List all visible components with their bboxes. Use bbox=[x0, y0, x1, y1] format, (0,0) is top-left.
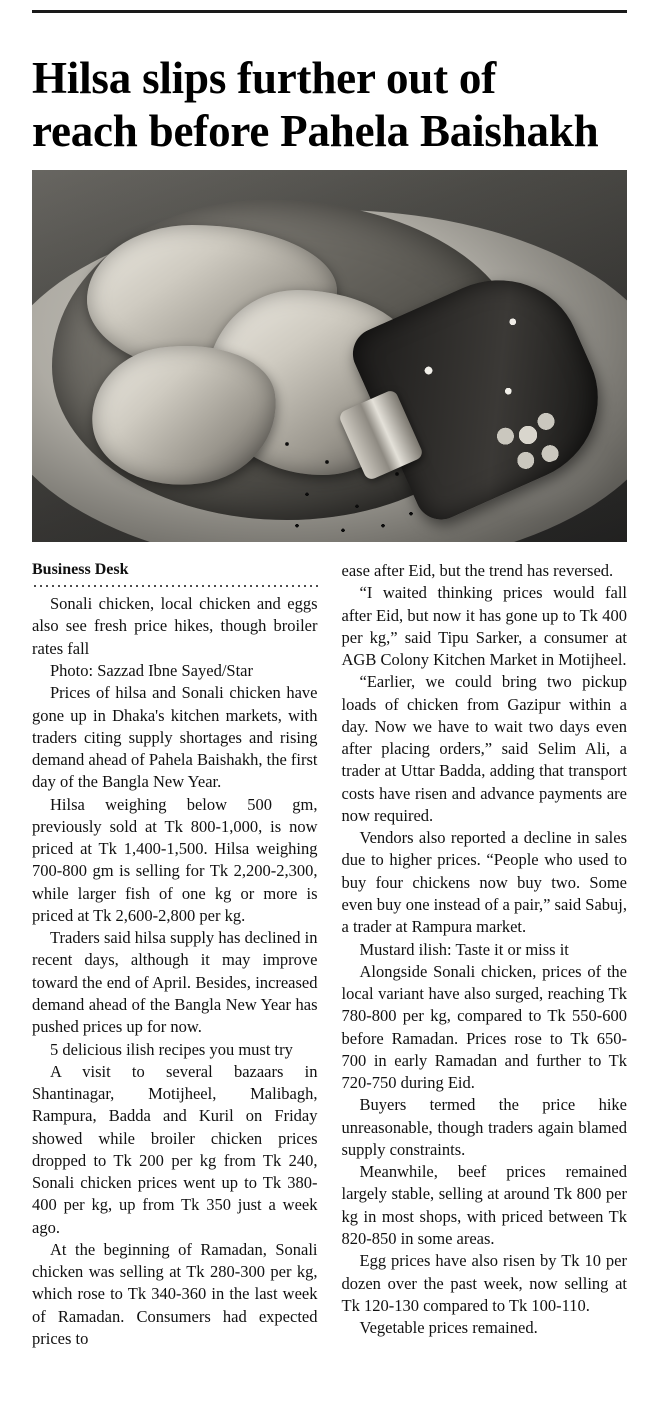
paragraph: Prices of hilsa and Sonali chicken have gone up in Dhaka's kitchen markets, with traders citing supply shortages and rising demand ahead of Pahela Baishakh, the first day of the Bangla New Year. bbox=[32, 683, 318, 792]
paragraph: Alongside Sonali chicken, prices of the local variant have also surged, reaching Tk 780-800 per kg, compared to Tk 550-600 before Ramadan. Prices rose to Tk 650-700 in early Ramadan and further to Tk 720-750 during Eid. bbox=[341, 961, 627, 1093]
headline-line-2: reach before Pahela Baishakh bbox=[32, 106, 599, 157]
top-divider bbox=[32, 10, 627, 13]
article-body bbox=[32, 560, 627, 1400]
headline-line-1: Hilsa slips further out of bbox=[32, 53, 497, 104]
paragraph: “I waited thinking prices would fall after Eid, but now it has gone up to Tk 400 per kg,” said Tipu Sarker, a consumer at AGB Colony Kitchen Market in Motijheel. bbox=[341, 583, 627, 670]
article-column-right bbox=[342, 560, 628, 1400]
paragraph: Vendors also reported a decline in sales due to higher prices. “People who used to buy four chickens now buy two. Some even buy one instead of a pair,” said Sabuj, a trader at Rampura market. bbox=[341, 828, 627, 937]
related-link[interactable]: 5 delicious ilish recipes you must try bbox=[50, 1039, 293, 1059]
dotted-divider bbox=[32, 581, 318, 587]
paragraph: Buyers termed the price hike unreasonable, though traders again blamed supply constraints. bbox=[341, 1095, 627, 1159]
paragraph: Meanwhile, beef prices remained largely stable, selling at around Tk 800 per kg in most shops, with priced between Tk 820-850 in some areas. bbox=[341, 1162, 627, 1248]
paragraph: Vegetable prices remained. bbox=[359, 1318, 538, 1338]
related-link[interactable]: Mustard ilish: Taste it or miss it bbox=[359, 939, 569, 959]
page-title bbox=[32, 52, 642, 158]
paragraph: At the beginning of Ramadan, Sonali chicken was selling at Tk 280-300 per kg, which rose to Tk 340-360 in the last week of Ramadan. Consumers had expected prices to bbox=[32, 1239, 318, 1348]
paragraph: Egg prices have also risen by Tk 10 per dozen over the past week, now selling at Tk 120-130 compared to Tk 100-110. bbox=[341, 1251, 627, 1315]
paragraph: “Earlier, we could bring two pickup loads of chicken from Gazipur within a day. Now we have to wait two days even after placing orders,” said Selim Ali, a trader at Uttar Badda, adding that transport costs have risen and advance payments are now required. bbox=[341, 672, 627, 825]
photo-image bbox=[32, 170, 627, 542]
article-column-left bbox=[32, 560, 318, 1400]
paragraph: ease after Eid, but the trend has reversed. bbox=[341, 561, 614, 580]
paragraph: A visit to several bazaars in Shantinagar, Motijheel, Malibagh, Rampura, Badda and Kuril on Friday showed while broiler chicken prices dropped to Tk 200 per kg from Tk 240, Sonali chicken prices went up to Tk 380-400 per kg, up from Tk 350 just a week ago. bbox=[32, 1061, 318, 1237]
paragraph: Traders said hilsa supply has declined in recent days, although it may improve toward the end of April. Besides, increased demand ahead of the Bangla New Year has pushed prices up for now. bbox=[32, 928, 318, 1037]
article-photo bbox=[32, 170, 627, 542]
photo-credit: Photo: Sazzad Ibne Sayed/Star bbox=[50, 660, 253, 680]
byline: Business Desk bbox=[32, 561, 129, 578]
paragraph: Hilsa weighing below 500 gm, previously sold at Tk 800-1,000, is now priced at Tk 1,400-1,500. Hilsa weighing 700-800 gm is selling for Tk 2,200-2,300, while larger fish of one kg or more is priced at Tk 2,600-2,800 per kg. bbox=[32, 794, 318, 925]
paragraph: Sonali chicken, local chicken and eggs also see fresh price hikes, though broiler rates fall bbox=[32, 594, 318, 658]
